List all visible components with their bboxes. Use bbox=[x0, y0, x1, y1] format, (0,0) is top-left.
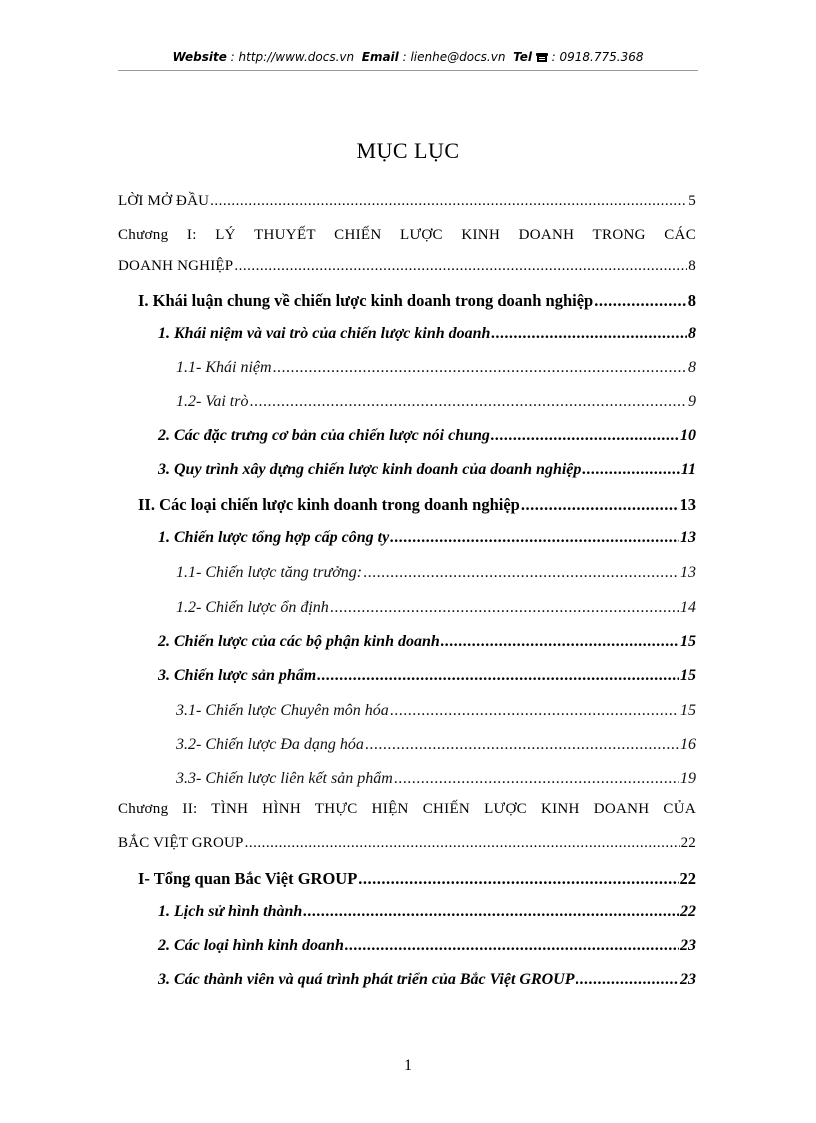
toc-label: 1.1- Khái niệm bbox=[176, 359, 272, 376]
toc-page: 14 bbox=[680, 599, 696, 616]
leader-dots bbox=[303, 903, 679, 921]
toc-entry-item bbox=[176, 599, 696, 617]
leader-dots bbox=[365, 736, 679, 754]
toc-entry-item bbox=[176, 359, 696, 377]
leader-dots bbox=[210, 193, 687, 210]
leader-dots bbox=[441, 633, 679, 651]
toc-label: I- Tổng quan Bắc Việt GROUP bbox=[138, 869, 358, 888]
leader-dots bbox=[345, 937, 679, 955]
tel-value: : 0918.775.368 bbox=[551, 50, 644, 64]
leader-dots bbox=[491, 325, 687, 343]
toc-entry-section bbox=[138, 869, 696, 889]
toc-page: 5 bbox=[688, 193, 696, 209]
toc-label: 1. Chiến lược tổng hợp cấp công ty bbox=[158, 529, 390, 546]
toc-label: 3.3- Chiến lược liên kết sản phẩm bbox=[176, 770, 393, 787]
toc-label: 3. Các thành viên và quá trình phát triển của Bắc Việt GROUP bbox=[158, 971, 575, 988]
toc-entry-item bbox=[176, 564, 696, 582]
toc-label: 3. Quy trình xây dựng chiến lược kinh doanh của doanh nghiệp bbox=[158, 461, 582, 478]
toc-page: 8 bbox=[687, 291, 696, 310]
leader-dots bbox=[358, 869, 678, 889]
email-value: : lienhe@docs.vn bbox=[402, 50, 506, 64]
toc-entry-chapter2 bbox=[118, 835, 696, 852]
toc-page: 10 bbox=[680, 427, 696, 444]
toc-page: 23 bbox=[680, 937, 696, 954]
page-title: MỤC LỤC bbox=[356, 138, 460, 163]
toc-label: 1.2- Chiến lược ổn định bbox=[176, 599, 329, 616]
website-label: Website bbox=[172, 50, 227, 64]
toc-entry-subsection bbox=[158, 937, 696, 955]
leader-dots bbox=[330, 599, 679, 617]
leader-dots bbox=[273, 359, 687, 377]
toc-page: 22 bbox=[680, 835, 696, 851]
toc-label: 3.1- Chiến lược Chuyên môn hóa bbox=[176, 702, 389, 719]
toc-label: 1. Khái niệm và vai trò của chiến lược kinh doanh bbox=[158, 325, 491, 342]
toc-page: 11 bbox=[680, 461, 696, 478]
toc-page: 23 bbox=[680, 971, 696, 988]
page-number: 1 bbox=[404, 1057, 412, 1074]
toc-entry-subsection bbox=[158, 903, 696, 921]
toc-label: LỜI MỞ ĐẦU bbox=[118, 193, 210, 209]
toc-entry-chapter1 bbox=[118, 258, 696, 275]
toc-label: 1.1- Chiến lược tăng trưởng: bbox=[176, 564, 363, 581]
toc-entry-subsection bbox=[158, 325, 696, 343]
toc-entry-section bbox=[138, 291, 696, 311]
toc-label: 1. Lịch sử hình thành bbox=[158, 903, 303, 920]
toc-entry-subsection bbox=[158, 667, 696, 685]
toc-page: 13 bbox=[679, 495, 696, 514]
toc-label: 2. Các loại hình kinh doanh bbox=[158, 937, 344, 954]
toc-entry-item bbox=[176, 393, 696, 411]
toc-entry-subsection bbox=[158, 633, 696, 651]
toc-label: 2. Các đặc trưng cơ bản của chiến lược nói chung bbox=[158, 427, 490, 444]
email-label: Email bbox=[361, 50, 399, 64]
toc-page: 22 bbox=[679, 869, 696, 888]
toc-page: 13 bbox=[680, 529, 696, 546]
toc-entry-intro bbox=[118, 193, 696, 210]
leader-dots bbox=[317, 667, 679, 685]
leader-dots bbox=[582, 461, 679, 479]
toc-label: BẮC VIỆT GROUP bbox=[118, 835, 244, 851]
leader-dots bbox=[594, 291, 687, 311]
toc-label: DOANH NGHIỆP bbox=[118, 258, 234, 274]
leader-dots bbox=[390, 702, 679, 720]
leader-dots bbox=[245, 835, 680, 852]
toc-label: I. Khái luận chung về chiến lược kinh doanh trong doanh nghiệp bbox=[138, 291, 594, 310]
toc-entry-item bbox=[176, 736, 696, 754]
leader-dots bbox=[576, 971, 680, 989]
leader-dots bbox=[390, 529, 679, 547]
toc-entry-section bbox=[138, 495, 696, 515]
toc-label: 3. Chiến lược sản phẩm bbox=[158, 667, 317, 684]
leader-dots bbox=[234, 258, 687, 275]
toc-entry-item bbox=[176, 702, 696, 720]
leader-dots bbox=[249, 393, 687, 411]
toc-page: 15 bbox=[680, 633, 696, 650]
toc-page: 22 bbox=[680, 903, 696, 920]
toc-entry-subsection bbox=[158, 427, 696, 445]
tel-label: Tel bbox=[513, 50, 532, 64]
phone-icon bbox=[536, 51, 548, 66]
toc-label: 2. Chiến lược của các bộ phận kinh doanh bbox=[158, 633, 440, 650]
leader-dots bbox=[394, 770, 679, 788]
toc-page: 19 bbox=[680, 770, 696, 787]
toc-page: 15 bbox=[680, 702, 696, 719]
toc-entry-subsection bbox=[158, 461, 696, 479]
toc-page: 9 bbox=[688, 393, 696, 410]
header-divider bbox=[118, 70, 698, 71]
toc-entry-item bbox=[176, 770, 696, 788]
toc-page: 13 bbox=[680, 564, 696, 581]
toc-page: 15 bbox=[680, 667, 696, 684]
leader-dots bbox=[521, 495, 679, 515]
toc-chapter2-line1: Chương II: TÌNH HÌNH THỰC HIỆN CHIẾN LƯỢC KINH DOANH CỦA bbox=[118, 801, 696, 817]
leader-dots bbox=[363, 564, 679, 582]
toc-chapter1-line1: Chương I: LÝ THUYẾT CHIẾN LƯỢC KINH DOANH TRONG CÁC bbox=[118, 227, 696, 243]
toc-entry-subsection bbox=[158, 529, 696, 547]
toc-label: 3.2- Chiến lược Đa dạng hóa bbox=[176, 736, 364, 753]
toc-page: 8 bbox=[688, 359, 696, 376]
toc-page: 8 bbox=[688, 258, 696, 274]
leader-dots bbox=[491, 427, 679, 445]
toc-label: II. Các loại chiến lược kinh doanh trong doanh nghiệp bbox=[138, 495, 520, 514]
toc-label: 1.2- Vai trò bbox=[176, 393, 249, 410]
toc-entry-subsection bbox=[158, 971, 696, 989]
website-value: : http://www.docs.vn bbox=[230, 50, 355, 64]
page-header bbox=[118, 50, 698, 66]
toc-page: 16 bbox=[680, 736, 696, 753]
toc-page: 8 bbox=[688, 325, 696, 342]
